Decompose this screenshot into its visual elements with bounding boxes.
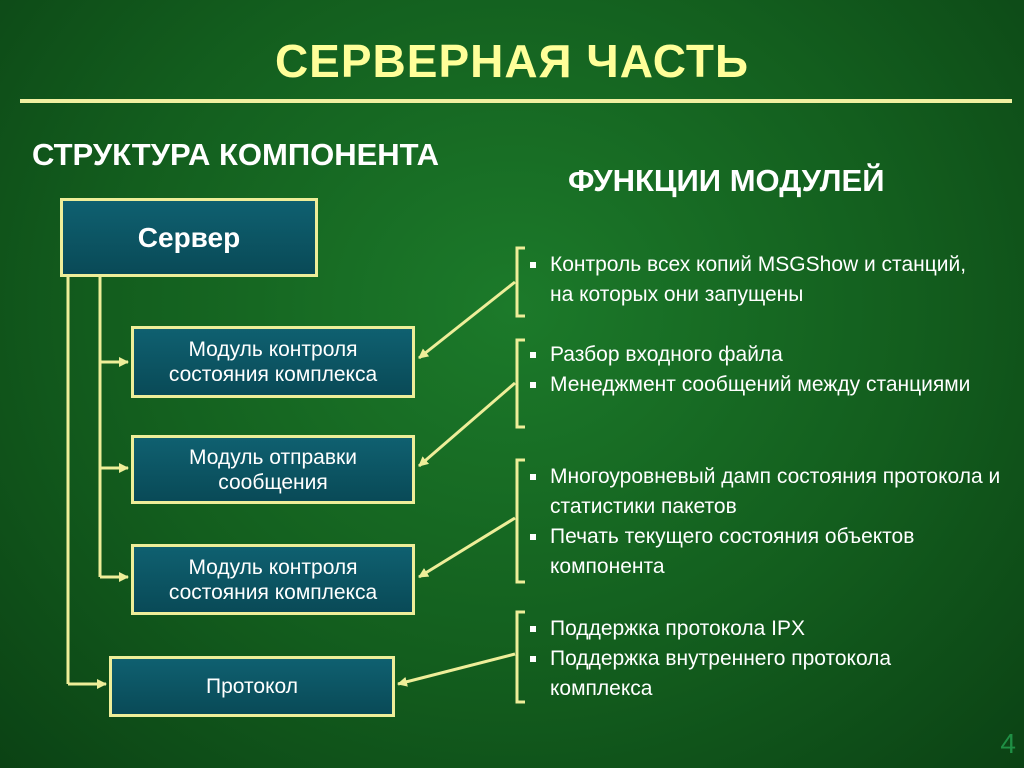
arrow-func-4 [398, 654, 515, 684]
module-box-3: Модуль контроля состояния комплекса [131, 544, 415, 615]
structure-heading: СТРУКТУРА КОМПОНЕНТА [32, 137, 440, 172]
arrow-func-2 [419, 383, 515, 466]
module-box-1: Модуль контроля состояния комплекса [131, 326, 415, 398]
module-box-2: Модуль отправки сообщения [131, 435, 415, 504]
function-item: Поддержка внутреннего протокола комплекса [524, 644, 994, 704]
arrow-func-1 [419, 282, 515, 358]
server-box: Сервер [60, 198, 318, 277]
arrow-func-3 [419, 518, 515, 577]
function-item: Многоуровневый дамп состояния протокола и статистики пакетов [524, 462, 1004, 522]
functions-group-2 [524, 340, 994, 400]
function-item: Поддержка протокола IPX [524, 614, 994, 644]
function-item: Менеджмент сообщений между станциями [524, 370, 994, 400]
function-item: Печать текущего состояния объектов компонента [524, 522, 1004, 582]
function-item: Контроль всех копий MSGShow и станций, на которых они запущены [524, 250, 994, 310]
functions-group-1 [524, 250, 994, 310]
functions-group-3 [524, 462, 1004, 582]
function-item: Разбор входного файла [524, 340, 994, 370]
protocol-box: Протокол [109, 656, 395, 717]
functions-heading: ФУНКЦИИ МОДУЛЕЙ [568, 163, 885, 198]
slide-title: СЕРВЕРНАЯ ЧАСТЬ [274, 35, 750, 87]
functions-group-4 [524, 614, 994, 704]
page-number: 4 [1000, 728, 1016, 759]
